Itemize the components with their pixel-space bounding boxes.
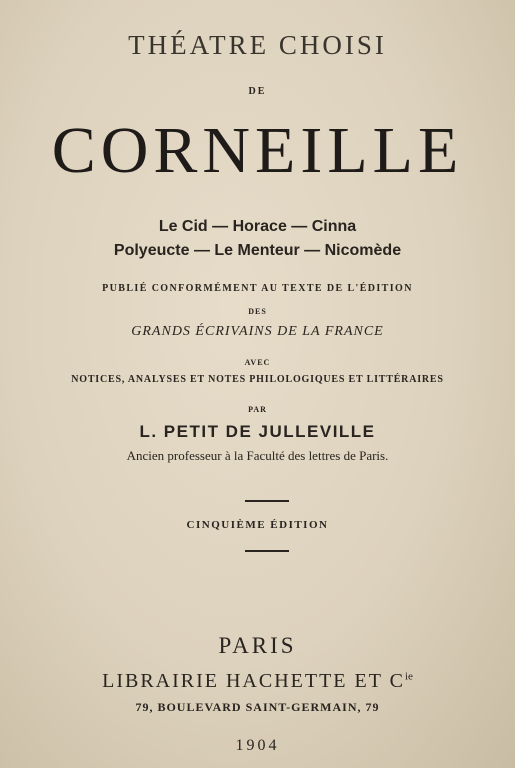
notices-line: NOTICES, ANALYSES ET NOTES PHILOLOGIQUES ET LITTÉRAIRES [71,374,444,385]
avec-word: AVEC [244,358,271,367]
imprint-publisher [0,670,515,693]
des-word: DES [248,307,267,316]
imprint-year: 1904 [235,737,280,754]
title-line: THÉATRE CHOISI [128,30,387,60]
editor-title: Ancien professeur à la Faculté des lettres de Paris. [126,448,389,463]
imprint-address: 79, BOULEVARD SAINT-GERMAIN, 79 [135,700,380,714]
par-word: PAR [248,405,267,414]
divider-top [245,500,289,502]
publisher-name: LIBRAIRIE HACHETTE ET C [102,670,405,692]
divider-bottom [245,550,289,552]
editor-name: L. PETIT DE JULLEVILLE [139,422,376,441]
plays-line-1: Le Cid — Horace — Cinna [158,218,357,235]
imprint-city: PARIS [218,633,297,658]
edition-label: CINQUIÈME ÉDITION [186,519,329,531]
publisher-superscript: ie [404,670,413,683]
series-title: GRANDS ÉCRIVAINS DE LA FRANCE [131,324,384,339]
plays-line-2: Polyeucte — Le Menteur — Nicomède [113,242,402,259]
main-title: CORNEILLE [51,114,464,187]
title-de: DE [248,86,267,97]
publication-note: PUBLIÉ CONFORMÉMENT AU TEXTE DE L'ÉDITION [102,283,413,294]
